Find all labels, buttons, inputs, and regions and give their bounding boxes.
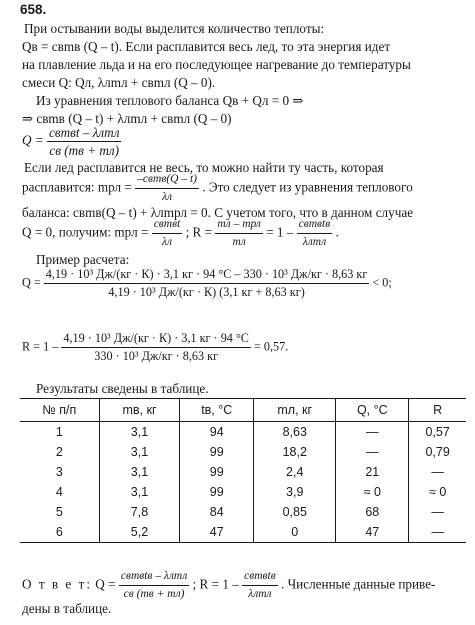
table-cell: 8,63 <box>254 422 336 443</box>
table-cell: 4 <box>55 485 63 499</box>
equation-mrl: расплавится: mрл = $\frac{\text{–cвmв(Q – t)}}{\lambda л}$ . Это следует из уравнения теплового <box>22 173 413 203</box>
table-cell: — <box>409 522 466 543</box>
table-cell: 3,1 <box>99 422 180 443</box>
table-cell: 47 <box>180 522 254 543</box>
fraction-denominator: cв (mв + mл) <box>49 143 120 158</box>
fraction-numerator: cвmвt – λлmл <box>49 125 120 140</box>
table-cell: 21 <box>336 462 409 482</box>
text-line: Из уравнения теплового баланса Qв + Qл = 0 ⇒ <box>36 93 304 108</box>
table-cell: 68 <box>336 502 409 522</box>
table-cell: 84 <box>180 502 254 522</box>
table-cell: 5,2 <box>99 522 180 543</box>
table-cell: 5 <box>55 505 63 519</box>
text-line: дены в таблице. <box>22 601 112 616</box>
table-cell: 2 <box>55 445 63 459</box>
answer-line: О т в е т: Q = $\frac{\text{cвmвtв – λлmл}}{cв (mв + mл)}$ ; R = 1 – $\frac{\text{cвmвtв}}{\text{λлmл}}$ . Численные данные приве- <box>22 570 436 600</box>
text-line: Результаты сведены в таблице. <box>36 381 209 396</box>
table-cell: — <box>336 422 409 443</box>
table-cell: 99 <box>180 442 254 462</box>
table-cell: 3,1 <box>99 442 180 462</box>
table-cell: 18,2 <box>254 442 336 462</box>
table-cell: 2,4 <box>254 462 336 482</box>
table-cell: 3,9 <box>254 482 336 502</box>
column-header: Q, °С <box>336 399 409 422</box>
table-cell: 94 <box>180 422 254 443</box>
column-header: R <box>409 399 466 422</box>
table-row <box>20 502 466 522</box>
equation-line: ⇒ cвmв (Q – t) + λлmл + cвmл (Q – 0) <box>22 111 232 126</box>
column-header: tв, °С <box>180 399 254 422</box>
table-cell: ≈ 0 <box>409 482 466 502</box>
text-line: на плавление льда и на его последующее нагревание до температуры <box>22 57 411 72</box>
results-table <box>20 398 466 543</box>
text-line: баланса: cвmв(Q – t) + λлmрл = 0. С учетом того, что в данном случае <box>22 205 414 220</box>
equation-r: Q = 0, получим: mрл = $\frac{\text{cвmвt}}{\lambda л}$ ; R = $\frac{\text{mл – mрл}}{mл}$ = 1 – $\frac{\text{cвmвtв}}{\text{λлmл}}$ . <box>22 218 339 248</box>
problem-number: 658. <box>20 2 47 17</box>
table-row <box>20 422 466 443</box>
table-cell: 99 <box>180 462 254 482</box>
equation-q: Q = $\frac{\text{cвmвt – λлmл}}{cв (mв + mл)}$ <box>22 125 120 158</box>
text-line: Пример расчета: <box>36 252 130 267</box>
table-cell: 7,8 <box>99 502 180 522</box>
table-cell: 3,1 <box>99 462 180 482</box>
calculation-r: R = 1 – $\frac{\text{4,19 · 10³ Дж/(кг · К) · 3,1 кг · 94 °С}}{\text{330 · 10³ Дж/кг · 8,63 кг}}$ = 0,57. <box>22 331 289 363</box>
table-cell: — <box>409 502 466 522</box>
table-cell: 99 <box>180 482 254 502</box>
table-row <box>20 522 466 543</box>
table-cell: 0,79 <box>409 442 466 462</box>
table-cell: ≈ 0 <box>336 482 409 502</box>
table-cell: 6 <box>20 522 99 543</box>
table-header-row <box>20 399 466 422</box>
text-line: При остывании воды выделится количество теплоты: <box>24 21 325 36</box>
table-cell: — <box>409 462 466 482</box>
text-line: смеси Q: Qл, λлmл + cвmл (Q – 0). <box>22 75 216 90</box>
calculation-q: Q = 4,19 · 10³ Дж/(кг · К) · 3,1 кг · 94 °С – 330 · 10³ Дж/кг · 8,63 кг 4,19 · 10³ Дж/(кг · К) (3,1 кг + 8,63 кг) < 0; <box>22 267 392 299</box>
table-row <box>20 462 466 482</box>
table-row <box>20 482 466 502</box>
table-cell: 1 <box>55 425 63 439</box>
table-cell: 0,57 <box>409 422 466 443</box>
table-cell: 47 <box>336 522 409 543</box>
table-row <box>20 442 466 462</box>
column-header: mв, кг <box>99 399 180 422</box>
text-line: Если лед расплавится не весь, то можно найти ту часть, которая <box>24 160 384 175</box>
table-cell: 0,85 <box>254 502 336 522</box>
text-line: Qв = cвmв (Q – t). Если расплавится весь лед, то эта энергия идет <box>22 39 391 54</box>
table-cell: 3 <box>55 465 63 479</box>
column-header: № п/п <box>20 399 99 422</box>
column-header: mл, кг <box>254 399 336 422</box>
table-cell: 3,1 <box>99 482 180 502</box>
table-cell: — <box>336 442 409 462</box>
table-cell: 0 <box>254 522 336 543</box>
